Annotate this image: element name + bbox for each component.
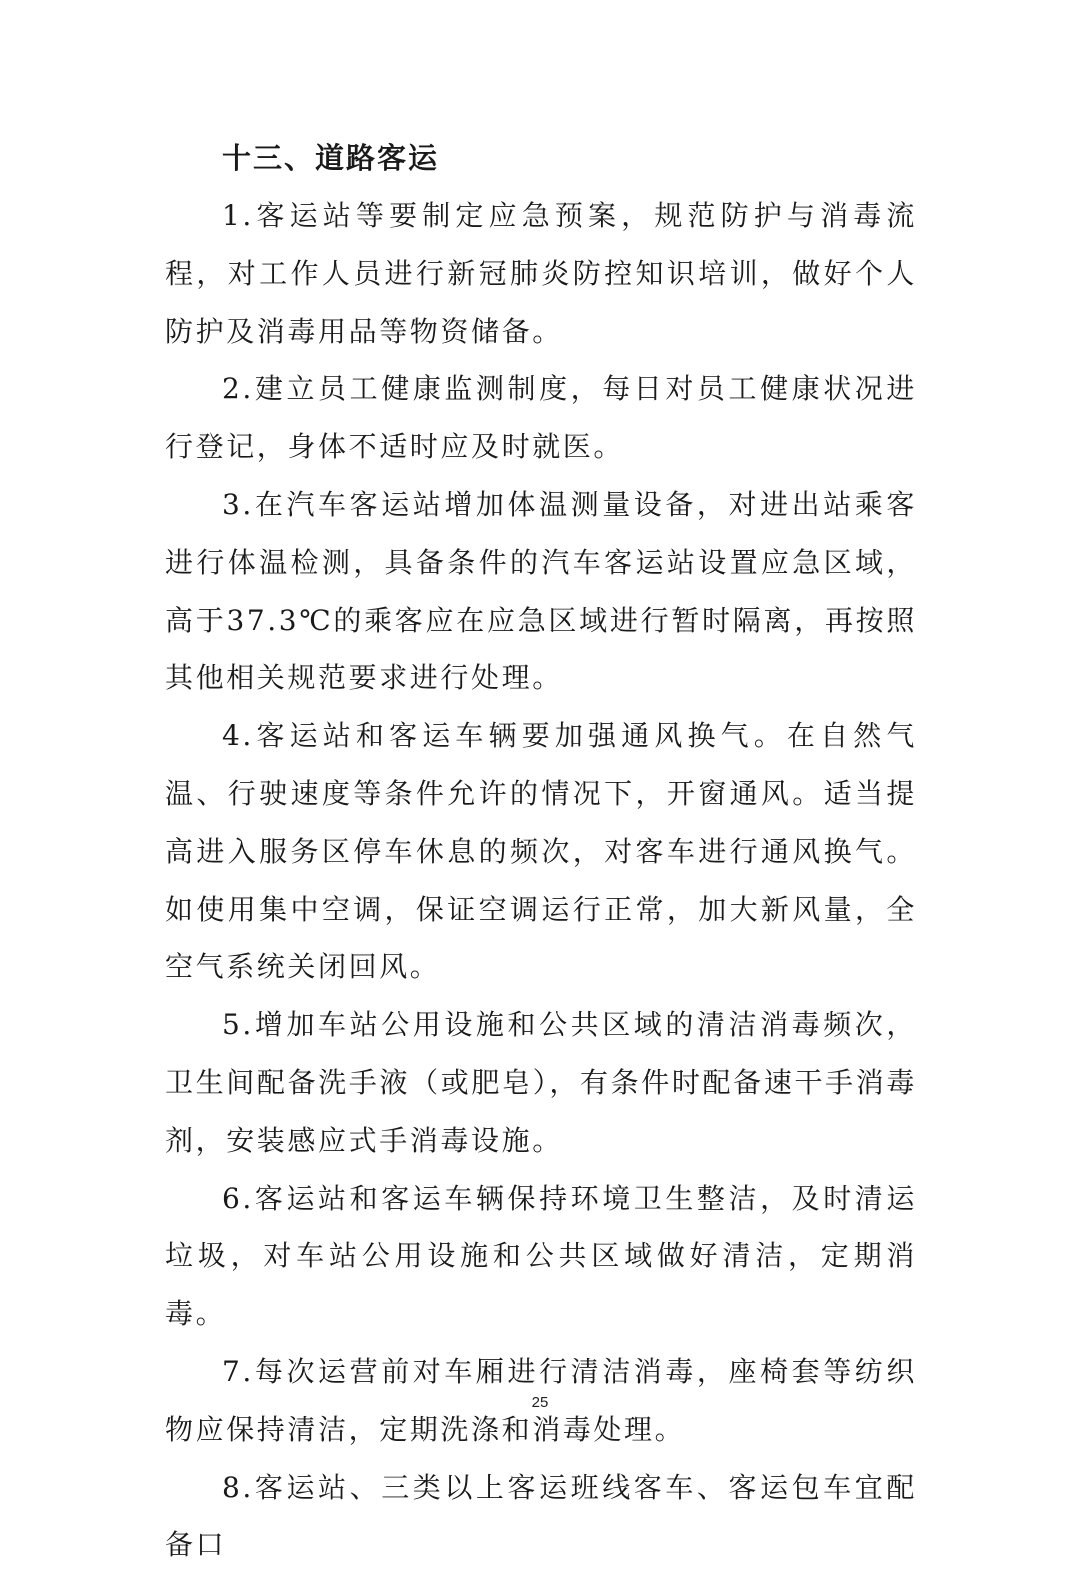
paragraph-6: 6.客运站和客运车辆保持环境卫生整洁，及时清运垃圾，对车站公用设施和公共区域做好清洁，定期消毒。 <box>165 1181 917 1331</box>
document-body <box>165 130 917 1574</box>
paragraph-2: 2.建立员工健康监测制度，每日对员工健康状况进行登记，身体不适时应及时就医。 <box>165 372 917 464</box>
paragraph-8: 8.客运站、三类以上客运班线客车、客运包车宜配备口 <box>165 1470 917 1562</box>
paragraph-4: 4.客运站和客运车辆要加强通风换气。在自然气温、行驶速度等条件允许的情况下，开窗通风。适当提高进入服务区停车休息的频次，对客车进行通风换气。如使用集中空调，保证空调运行正常，加大新风量，全空气系统关闭回风。 <box>165 719 917 984</box>
paragraph-5: 5.增加车站公用设施和公共区域的清洁消毒频次，卫生间配备洗手液（或肥皂），有条件时配备速干手消毒剂，安装感应式手消毒设施。 <box>165 1008 917 1157</box>
page-number: 25 <box>531 1394 549 1411</box>
section-heading: 十三、道路客运 <box>222 141 440 175</box>
paragraph-7: 7.每次运营前对车厢进行清洁消毒，座椅套等纺织物应保持清洁，定期洗涤和消毒处理。 <box>165 1354 917 1446</box>
paragraph-1: 1.客运站等要制定应急预案，规范防护与消毒流程，对工作人员进行新冠肺炎防控知识培训，做好个人防护及消毒用品等物资储备。 <box>165 199 917 348</box>
paragraph-3: 3.在汽车客运站增加体温测量设备，对进出站乘客进行体温检测，具备条件的汽车客运站设置应急区域，高于37.3℃的乘客应在应急区域进行暂时隔离，再按照其他相关规范要求进行处理。 <box>165 487 917 695</box>
